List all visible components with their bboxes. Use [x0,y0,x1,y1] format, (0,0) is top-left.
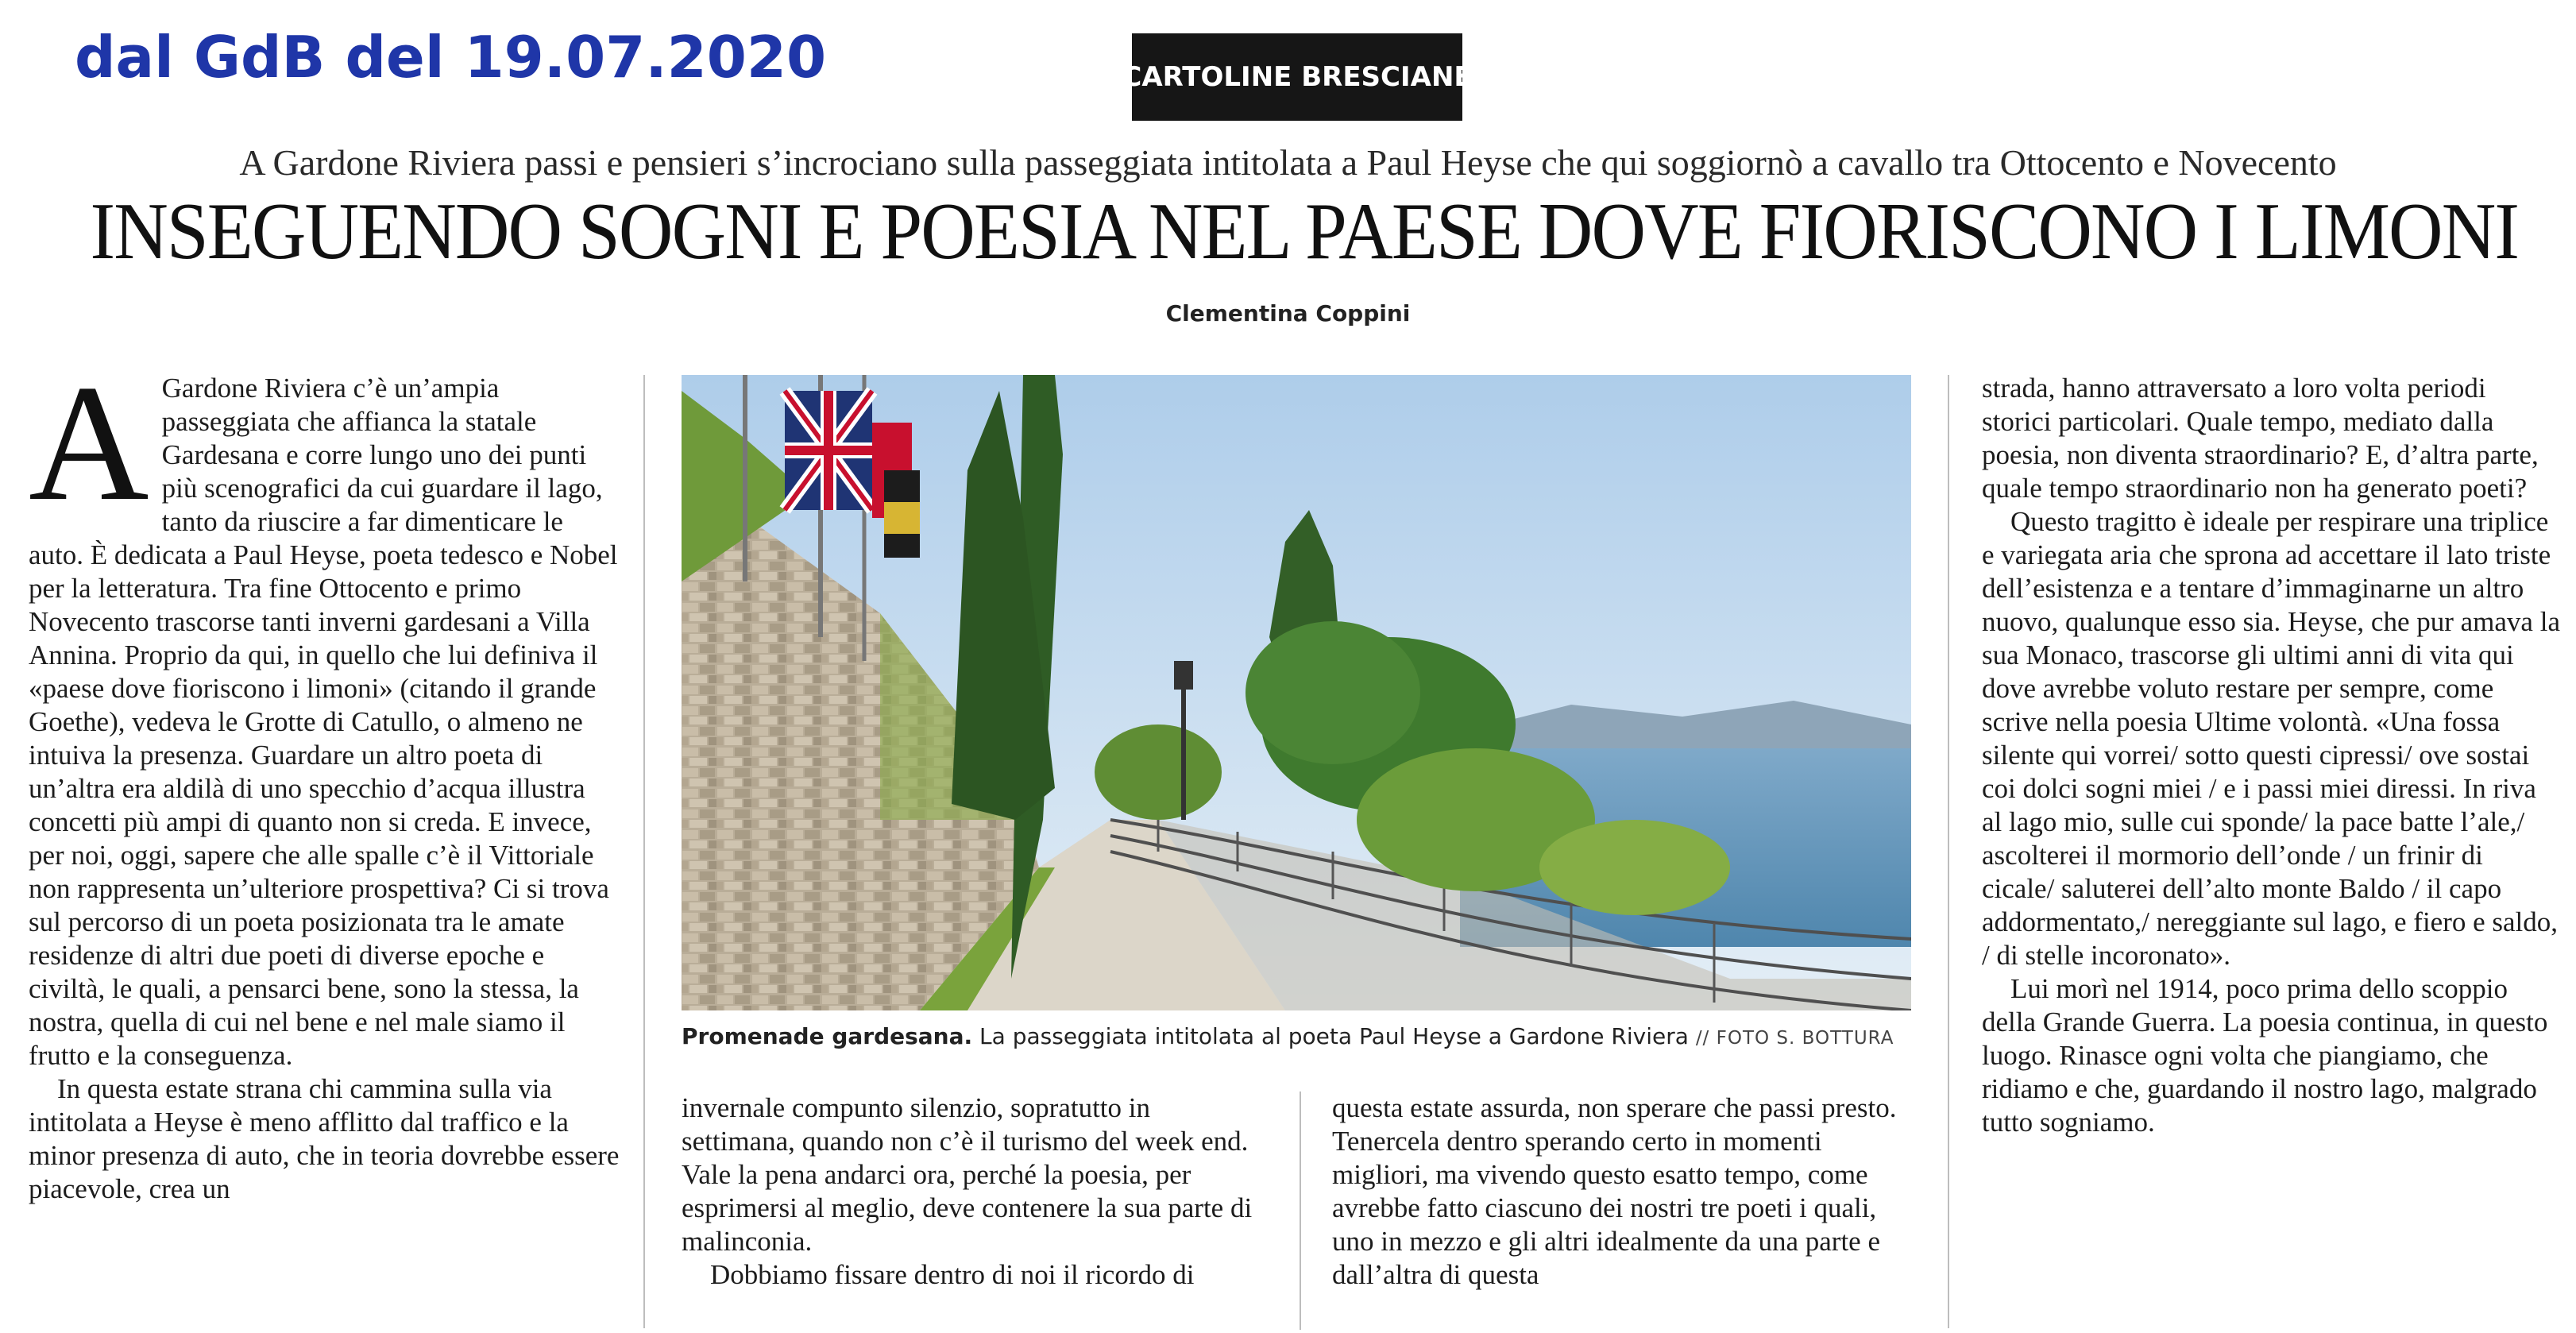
photo-caption [682,1023,1921,1049]
article-photo [682,375,1911,1010]
photo-credit: // FOTO S. BOTTURA [1695,1028,1894,1049]
paragraph: Lui morì nel 1914, poco prima dello scoppio della Grande Guerra. La poesia continua, in questo luogo. Rinasce ogni volta che piangiamo, che ridiamo e che, guardando il nostro lago, malgrado tutto sogniamo. [1982,973,2548,1138]
column-rule [1948,375,1949,1328]
source-label: dal GdB del 19.07.2020 [75,24,827,91]
section-rubric: CARTOLINE BRESCIANE [1132,33,1462,121]
byline: Clementina Coppini [1165,300,1411,326]
paragraph: Gardone Riviera c’è un’ampia passeggiata che affianca la statale Gardesana e corre lungo uno dei punti più scenografici da cui guardare il lago, tanto da riuscire a far dimenticare le auto. È dedicata a Paul Heyse, poeta tedesco e Nobel per la letteratura. Tra fine Ottocento e primo Novecento trascorse tanti inverni gardesani a Villa Annina. Proprio da qui, in quello che lui definiva il «paese dove fioriscono i limoni» (citando il grande Goethe), vedeva le Grotte di Catullo, o almeno ne intuiva la presenza. Guardare un altro poeta di un’altra era aldilà di uno specchio d’acqua illustra concetti più ampi di quanto non si creda. E invece, per noi, oggi, sapere che alle spalle c’è il Vittoriale non rappresenta un’ulteriore prospettiva? Ci si trova sul percorso di un poeta posizionata tra le amate residenze di altri due poeti di diverse epoche e civiltà, le quali, a pensarci bene, sono la stessa, la nostra, quella di cui nel bene e nel male siamo il frutto e la conseguenza. [29,373,618,1071]
drop-cap: A [29,351,149,535]
caption-title: Promenade gardesana. [682,1023,973,1049]
article-column-2 [682,1092,1255,1292]
kicker: A Gardone Riviera passi e pensieri s’incrociano sulla passeggiata intitolata a Paul Heyse che qui soggiornò a cavallo tra Ottocento e Novecento [239,142,2337,183]
paragraph: invernale compunto silenzio, sopratutto in settimana, quando non c’è il turismo del week end. Vale la pena andarci ora, perché la poesia, per esprimersi al meglio, deve contenere la sua parte di malinconia. [682,1092,1253,1257]
headline: INSEGUENDO SOGNI E POESIA NEL PAESE DOVE FIORISCONO I LIMONI [90,187,2519,276]
column-rule [1300,1092,1301,1330]
paragraph: In questa estate strana chi cammina sulla via intitolata a Heyse è meno afflitto dal traffico e la minor presenza di auto, che in teoria dovrebbe essere piacevole, crea un [29,1073,620,1204]
caption-text: La passeggiata intitolata al poeta Paul Heyse a Gardone Riviera [972,1023,1696,1049]
paragraph: Questo tragitto è ideale per respirare una triplice e variegata aria che sprona ad accettare il lato triste dell’esistenza e a tentare d’immaginarne un altro nuovo, qualunque esso sia. Heyse, che pur amava la sua Monaco, trascorse gli ultimi anni di vita qui dove avrebbe voluto restare per sempre, come scrive nella poesia Ultime volontà. «Una fossa silente qui vorrei/ sotto questi cipressi/ ove sostai coi dolci sogni miei / e i passi miei diressi. In riva al lago mio, sulle cui sponde/ la pace batte l’ale,/ ascolterei il mormorio dell’onde / un frinir di cicale/ saluterei dell’alto monte Baldo / il capo addormentato,/ nereggiante sul lago, e fiero e saldo, / di stelle incoronato». [1982,506,2560,971]
column-rule [643,375,645,1328]
paragraph: strada, hanno attraversato a loro volta periodi storici particolari. Quale tempo, mediato dalla poesia, non diventa straordinario? E, d’altra parte, quale tempo straordinario non ha generato poeti? [1982,373,2539,504]
article-column-4 [1982,372,2562,1139]
paragraph: questa estate assurda, non sperare che passi presto. Tenercela dentro sperando certo in momenti migliori, ma vivendo questo esatto tempo, come avrebbe fatto ciascuno dei nostri tre poeti i quali, uno in mezzo e gli altri idealmente da una parte e dall’altra di questa [1332,1092,1897,1290]
paragraph: Dobbiamo fissare dentro di noi il ricordo di [710,1259,1195,1290]
article-column-1 [29,351,620,1206]
article-column-3 [1332,1092,1904,1292]
